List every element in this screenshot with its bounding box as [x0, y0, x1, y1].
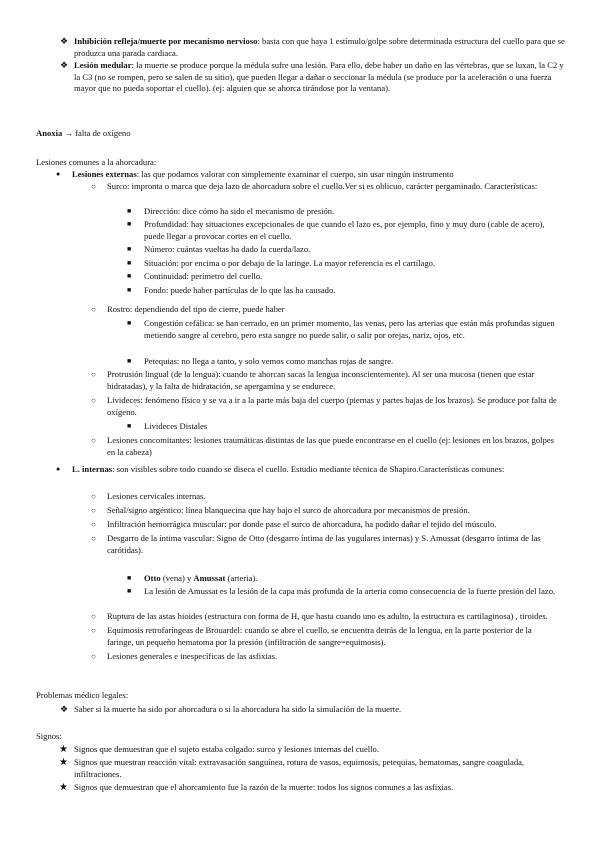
term: Amussat	[193, 573, 226, 583]
list-item	[56, 464, 556, 476]
item-text: Signos que demuestran que el sujeto estaba colgado: surco y lesiones internas del cuello.	[74, 744, 379, 754]
list-item	[127, 271, 557, 283]
circle-bullet-icon: ○	[91, 370, 96, 379]
list-item	[56, 169, 576, 181]
star-bullet-icon: ★	[59, 757, 68, 769]
list-item	[127, 356, 557, 368]
diamond-bullet-icon: ❖	[60, 36, 69, 46]
list-item	[91, 519, 557, 531]
section-heading: Lesiones comunes a la ahorcadura:	[36, 157, 157, 167]
square-bullet-icon: ■	[127, 587, 132, 595]
item-text: Lesiones generales e inespecíficas de las asfixias.	[107, 650, 278, 661]
circle-bullet-icon: ○	[91, 305, 96, 314]
surco-text: Surco: impronta o marca que deja lazo de ahorcadura sobre el cuello.Ver si es oblicuo, carácter pergaminado. Características:	[107, 181, 538, 191]
disc-bullet-icon: ●	[56, 465, 61, 473]
diamond-bullet-icon: ❖	[60, 60, 69, 70]
item-text: Infiltración hemorrágica muscular: por donde pase el surco de ahorcadura, ha podido dañar el tejido del músculo.	[107, 518, 497, 529]
list-item	[127, 219, 557, 242]
item-text: Lesiones concomitantes: lesiones traumáticas distintas de las que puede encontrarse en el cuello (ej: lesiones en los brazos, golpes en la cabeza)	[107, 435, 554, 457]
list-item	[91, 181, 557, 193]
list-item	[91, 533, 557, 556]
square-bullet-icon: ■	[127, 207, 132, 215]
item-text: Señal/signo argéntico: línea blanquecina que hay bajo el surco de ahorcadura por mecanismos de presión.	[107, 504, 470, 515]
square-bullet-icon: ■	[127, 220, 132, 229]
item-text: Fondo: puede haber partículas de lo que las ha causado.	[144, 284, 336, 295]
internas-list-2	[91, 611, 557, 662]
square-bullet-icon: ■	[127, 285, 132, 294]
square-bullet-icon: ■	[127, 245, 132, 254]
circle-bullet-icon: ○	[91, 519, 96, 529]
definition: : la muerte se produce porque la médula sufre una lesión. Para ello, debe haber un daño en las vértebras, que se luxan, la C2 y la C3 (no se rompen, pero se salen de su sitio), que pueden llegar a dañar o seccionar la médula (se produce por la aceleración o una fuerza mayor que no pueda soportar el cuello). (ej: alguien que se ahorca tirándose por la ventana).	[74, 60, 564, 94]
square-bullet-icon: ■	[127, 422, 132, 430]
list-item	[127, 421, 557, 433]
term: L. internas	[72, 464, 113, 474]
item-text: Dirección: dice cómo ha sido el mecanismo de presión.	[144, 206, 335, 216]
list-item	[127, 586, 557, 598]
term: Inhibición refleja/muerte por mecanismo nervioso	[74, 36, 258, 46]
list-item	[59, 744, 559, 756]
list-item	[91, 625, 557, 648]
term: Anoxia	[36, 128, 63, 138]
item-text: Lesiones cervicales internas.	[107, 491, 206, 501]
diamond-bullet-icon: ❖	[60, 704, 69, 714]
definition: : son visibles sobre todo cuando se diseca el cuello. Estudio mediante técnica de Shapiro.Características comunes:	[112, 464, 505, 474]
item-text: Protrusión lingual (de la lengua): cuando te ahorcan sacas la lengua inconscientemente). Al ser una mucosa (tienen que estar hidratadas), y la falta de hidratación, se apergamina y se endurece.	[107, 369, 535, 391]
item-text: Signos que demuestran que el ahorcamiento fue la razón de la muerte: todos los signos comunes a las asfixias.	[74, 781, 454, 792]
term: Lesión medular	[74, 60, 132, 70]
item-text: Livideces Distales	[144, 421, 208, 431]
list-item	[91, 505, 557, 517]
item-text: Saber si la muerte ha sido por ahorcadura o si la ahorcadura ha sido la simulación de la muerte.	[74, 704, 402, 714]
section-heading: Problemas médico legales:	[36, 690, 129, 700]
list-item	[60, 36, 570, 59]
list-item	[127, 206, 557, 218]
item-text: Livideces: fenómeno físico y se va a ir a la parte más baja del cuerpo (piernas y partes bajas de los brazos). Se produce por falta de oxígeno.	[107, 395, 557, 417]
square-bullet-icon: ■	[127, 574, 132, 582]
definition: → falta de oxígeno	[62, 128, 131, 138]
item-text: Desgarro de la íntima vascular: Signo de Otto (desgarro íntima de las yugulares internas) y S. Amussat (desgarro íntima de las carótidas).	[107, 532, 541, 555]
signos-list	[59, 744, 559, 794]
list-item	[127, 244, 557, 256]
circle-bullet-icon: ○	[91, 492, 96, 501]
list-item	[59, 757, 559, 780]
list-item	[59, 782, 559, 794]
star-bullet-icon: ★	[59, 744, 68, 755]
list-item	[127, 258, 557, 270]
list-item	[127, 285, 557, 297]
list-item	[91, 395, 557, 418]
star-bullet-icon: ★	[59, 781, 68, 793]
list-item	[91, 611, 557, 623]
circle-bullet-icon: ○	[91, 396, 96, 405]
item-text: Petequias: no llega a tanto, y solo vemos como manchas rojas de sangre.	[144, 356, 394, 366]
definition: : basta con que haya 1 estímulo/golpe sobre determinada estructura del cuello para que se produzca una parada cardiaca.	[74, 36, 565, 58]
term: Lesiones externas	[72, 169, 137, 179]
list-item	[60, 704, 560, 716]
section-heading: Signos:	[36, 731, 62, 741]
item-text: (arteria).	[225, 573, 258, 583]
item-text: La lesión de Amussat es la lesión de la capa más profunda de la arteria como consecuencia de la fuerte presión del lazo.	[144, 586, 556, 596]
circle-bullet-icon: ○	[91, 436, 96, 445]
item-text: Profundidad: hay situaciones excepcionales de que cuando el lazo es, por ejemplo, fino y muy duro (cable de acero), puede llegar a provocar cortes en el cuello.	[144, 219, 545, 241]
circle-bullet-icon: ○	[91, 505, 96, 515]
item-text: Ruptura de las astas hioides (estructura con forma de H, que hasta cuando uno es adulto, la estructura es cartilaginosa) , tiroides.	[107, 611, 548, 621]
list-item	[91, 304, 557, 316]
item-text: Situación: por encima o por debajo de la laringe. La mayor referencia es el cartílago.	[144, 257, 436, 268]
item-text: Número: cuántas vueltas ha dado la cuerda/lazo.	[144, 244, 311, 255]
circle-bullet-icon: ○	[91, 533, 96, 543]
rostro-text: Rostro: dependiendo del tipo de cierre, puede haber	[107, 304, 285, 314]
circle-bullet-icon: ○	[91, 182, 96, 191]
anoxia-line	[36, 128, 131, 140]
list-item	[91, 435, 557, 458]
item-text: Equimosis retrofaríngeas de Brouardel: cuando se abre el cuello, se encuentra detrás de la lengua, en la parte posterior de la faringe, un pequeño hematoma por la presión (infiltración de sangre=equimosis).	[107, 624, 532, 647]
list-item	[91, 651, 557, 663]
list-item	[127, 573, 557, 585]
definition: : las que podamos valorar con simplemente examinar el cuerpo, sin usar ningún instrumento	[136, 169, 454, 179]
circle-bullet-icon: ○	[91, 651, 96, 661]
circle-bullet-icon: ○	[91, 612, 96, 621]
square-bullet-icon: ■	[127, 272, 132, 281]
item-text: (vena) y	[160, 573, 194, 583]
square-bullet-icon: ■	[127, 258, 132, 267]
internas-list	[91, 491, 557, 556]
item-text: Continuidad: perímetro del cuello.	[144, 271, 263, 282]
disc-bullet-icon: ●	[56, 170, 61, 178]
surco-characteristics	[127, 206, 557, 296]
square-bullet-icon: ■	[127, 319, 132, 327]
list-item	[91, 491, 557, 503]
item-text: Congestión cefálica: se han cerrado, en un primer momento, las venas, pero las arterias que están más profundas siguen metiendo sangre al cerebro, pero esta sangre no puede salir, o salir por orejas, nariz, ojos, etc.	[144, 318, 555, 340]
list-item	[91, 369, 557, 392]
square-bullet-icon: ■	[127, 357, 132, 365]
list-item	[127, 318, 557, 341]
list-item	[60, 60, 570, 95]
circle-bullet-icon: ○	[91, 625, 96, 635]
item-text: Signos que muestran reacción vital: extravasación sanguínea, rotura de vasos, equimosis, petequias, hematomas, sangre coagulada, infiltraciones.	[74, 757, 525, 779]
term: Otto	[144, 573, 161, 583]
